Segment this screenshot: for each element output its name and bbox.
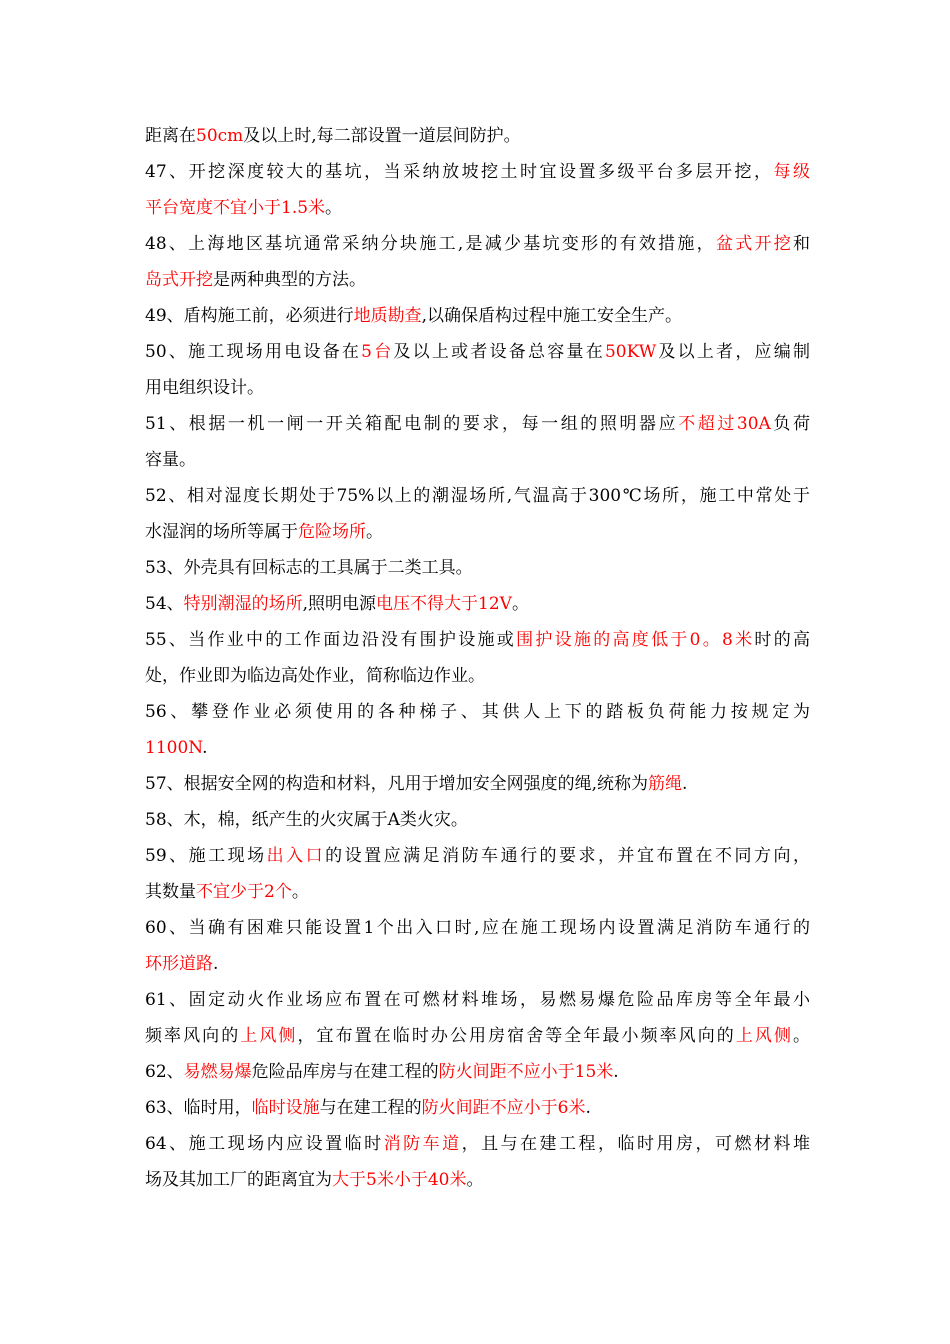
text-line: 48、上海地区基坑通常采纳分块施工,是减少基坑变形的有效措施，盆式开挖和	[145, 234, 810, 254]
text-line: 51、根据一机一闸一开关箱配电制的要求，每一组的照明器应不超过30A负荷	[145, 414, 810, 434]
text-line: 岛式开挖是两种典型的方法。	[145, 270, 366, 290]
text-line: 处，作业即为临边高处作业，简称临边作业。	[145, 666, 485, 686]
text-line: 63、临时用，临时设施与在建工程的防火间距不应小于6米.	[145, 1098, 591, 1118]
document-body	[145, 118, 810, 1198]
text-line: 53、外壳具有回标志的工具属于二类工具。	[145, 558, 473, 578]
text-line: 59、施工现场出入口的设置应满足消防车通行的要求，并宜布置在不同方向，	[145, 846, 810, 866]
text-line: 容量。	[145, 450, 196, 470]
text-line: 55、当作业中的工作面边沿没有围护设施或围护设施的高度低于0。8米时的高	[145, 630, 810, 650]
text-line: 64、施工现场内应设置临时消防车道，且与在建工程，临时用房，可燃材料堆	[145, 1134, 810, 1154]
text-line: 平台宽度不宜小于1.5米。	[145, 198, 343, 218]
text-line: 其数量不宜少于2个。	[145, 882, 309, 902]
text-line: 56、攀登作业必须使用的各种梯子、其供人上下的踏板负荷能力按规定为	[145, 702, 810, 722]
text-line: 60、当确有困难只能设置1个出入口时,应在施工现场内设置满足消防车通行的	[145, 918, 810, 938]
text-line: 用电组织设计。	[145, 378, 264, 398]
text-line: 水湿润的场所等属于危险场所。	[145, 522, 383, 542]
text-line: 49、盾构施工前，必须进行地质勘查,以确保盾构过程中施工安全生产。	[145, 306, 683, 326]
text-line: 62、易燃易爆危险品库房与在建工程的防火间距不应小于15米.	[145, 1062, 619, 1082]
text-line: 57、根据安全网的构造和材料，凡用于增加安全网强度的绳,统称为筋绳.	[145, 774, 688, 794]
text-line: 47、开挖深度较大的基坑，当采纳放坡挖土时宜设置多级平台多层开挖，每级	[145, 162, 810, 182]
text-line: 54、特别潮湿的场所,照明电源电压不得大于12V。	[145, 594, 529, 614]
text-line: 61、固定动火作业场应布置在可燃材料堆场，易燃易爆危险品库房等全年最小	[145, 990, 810, 1010]
text-line: 距离在50cm及以上时,每二部设置一道层间防护。	[145, 126, 521, 146]
text-line: 环形道路.	[145, 954, 219, 974]
text-line: 50、施工现场用电设备在5台及以上或者设备总容量在50KW及以上者，应编制	[145, 342, 810, 362]
text-line: 52、相对湿度长期处于75%以上的潮湿场所,气温高于300℃场所，施工中常处于	[145, 486, 810, 506]
text-line: 场及其加工厂的距离宜为大于5米小于40米。	[145, 1170, 484, 1190]
text-line: 1100N.	[145, 738, 208, 758]
text-line: 频率风向的上风侧，宜布置在临时办公用房宿舍等全年最小频率风向的上风侧。	[145, 1026, 810, 1046]
text-line: 58、木，棉，纸产生的火灾属于A类火灾。	[145, 810, 468, 830]
